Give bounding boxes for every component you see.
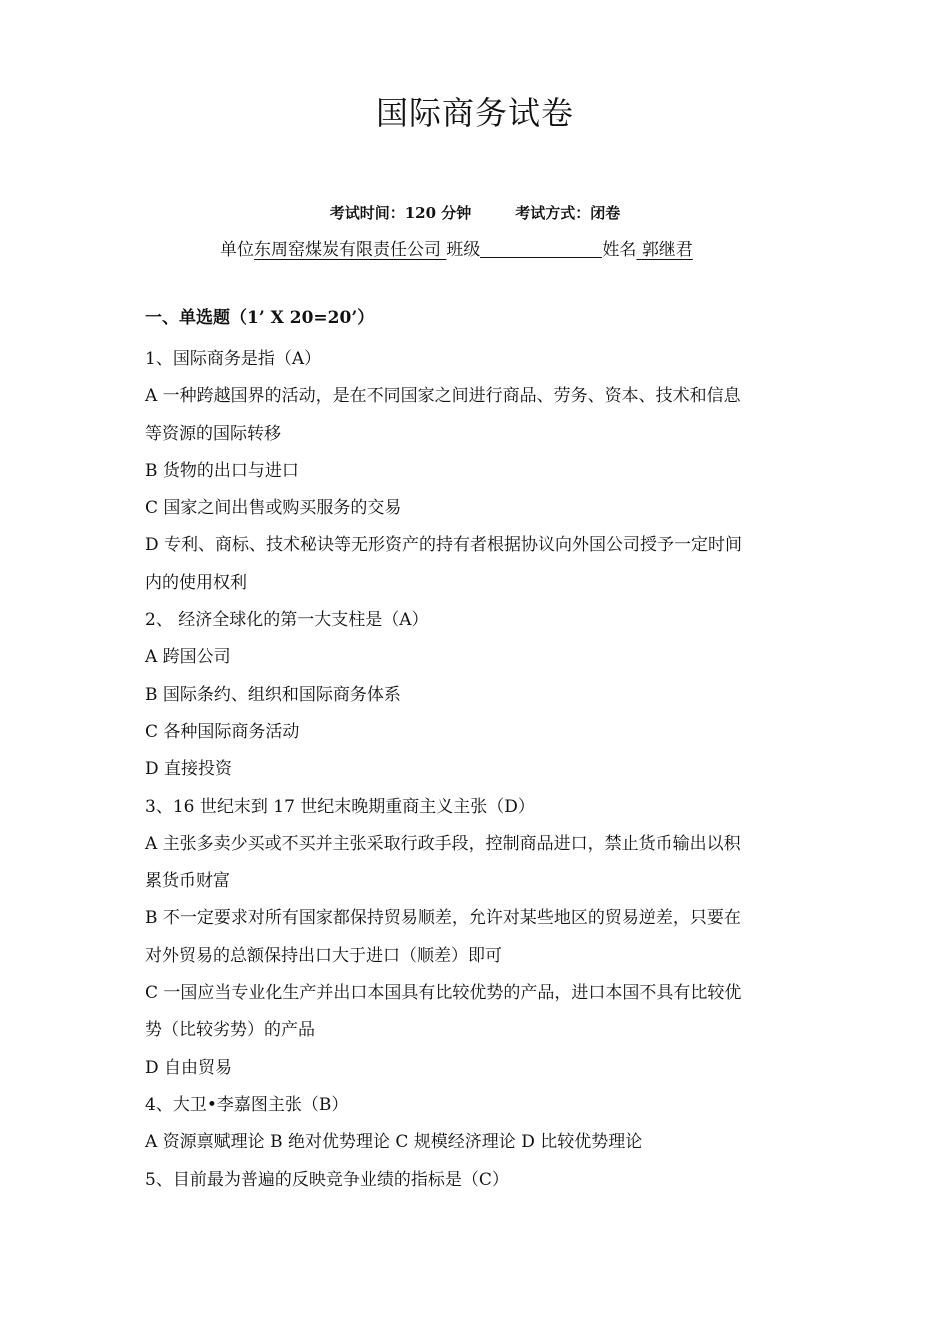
text-line: B 国际条约、组织和国际商务体系 [145,684,401,705]
text-line: 2、 经济全球化的第一大支柱是（A） [145,610,429,631]
text-line: D 自由贸易 [145,1057,233,1078]
text-line: 势（比较劣势）的产品 [145,1020,315,1041]
name-value [636,240,692,260]
text-line: A 主张多卖少买或不买并主张采取行政手段，控制商品进口，禁止货币输出以积 [145,833,741,854]
text-line: 等资源的国际转移 [145,423,281,444]
text-line: A 资源禀赋理论 B 绝对优势理论 C 规模经济理论 D 比较优势理论 [145,1132,643,1153]
examinee-info-line [220,235,693,260]
text-line: B 货物的出口与进口 [145,460,299,481]
text-line: D 专利、商标、技术秘诀等无形资产的持有者根据协议向外国公司授予一定时间 [145,535,743,556]
name-value-text: 郭继君 [641,240,693,260]
exam-mode: 考试方式：闭卷 [515,204,621,222]
text-line: A 一种跨越国界的活动，是在不同国家之间进行商品、劳务、资本、技术和信息 [145,386,741,407]
text-line: C 一国应当专业化生产并出口本国具有比较优势的产品，进口本国不具有比较优 [145,983,742,1004]
text-line: 对外贸易的总额保持出口大于进口（顺差）即可 [145,945,502,966]
text-line: 4、大卫•李嘉图主张（B） [145,1094,349,1115]
text-line: 3、16 世纪末到 17 世纪末晚期重商主义主张（D） [145,796,535,817]
class-blank [480,239,602,258]
class-label: 班级 [446,240,481,260]
unit-label: 单位 [220,240,254,260]
exam-info [0,202,950,223]
text-line: 内的使用权利 [145,572,247,593]
text-line: 累货币财富 [145,871,230,892]
exam-time: 考试时间：120 分钟 [329,204,472,222]
text-line: 5、目前最为普遍的反映竞争业绩的指标是（C） [145,1169,509,1190]
section-heading: 一、单选题（1’ X 20=20’） [145,308,375,328]
text-line: C 各种国际商务活动 [145,721,300,742]
text-line: D 直接投资 [145,759,233,780]
unit-value: 东周窑煤炭有限责任公司 [254,240,447,260]
name-label: 姓名 [602,240,637,260]
page-title: 国际商务试卷 [375,94,574,132]
text-line: B 不一定要求对所有国家都保持贸易顺差，允许对某些地区的贸易逆差，只要在 [145,908,741,929]
question-content [145,302,815,1199]
text-line: C 国家之间出售或购买服务的交易 [145,498,402,519]
text-line: A 跨国公司 [145,647,231,668]
text-line: 1、国际商务是指（A） [145,349,322,369]
